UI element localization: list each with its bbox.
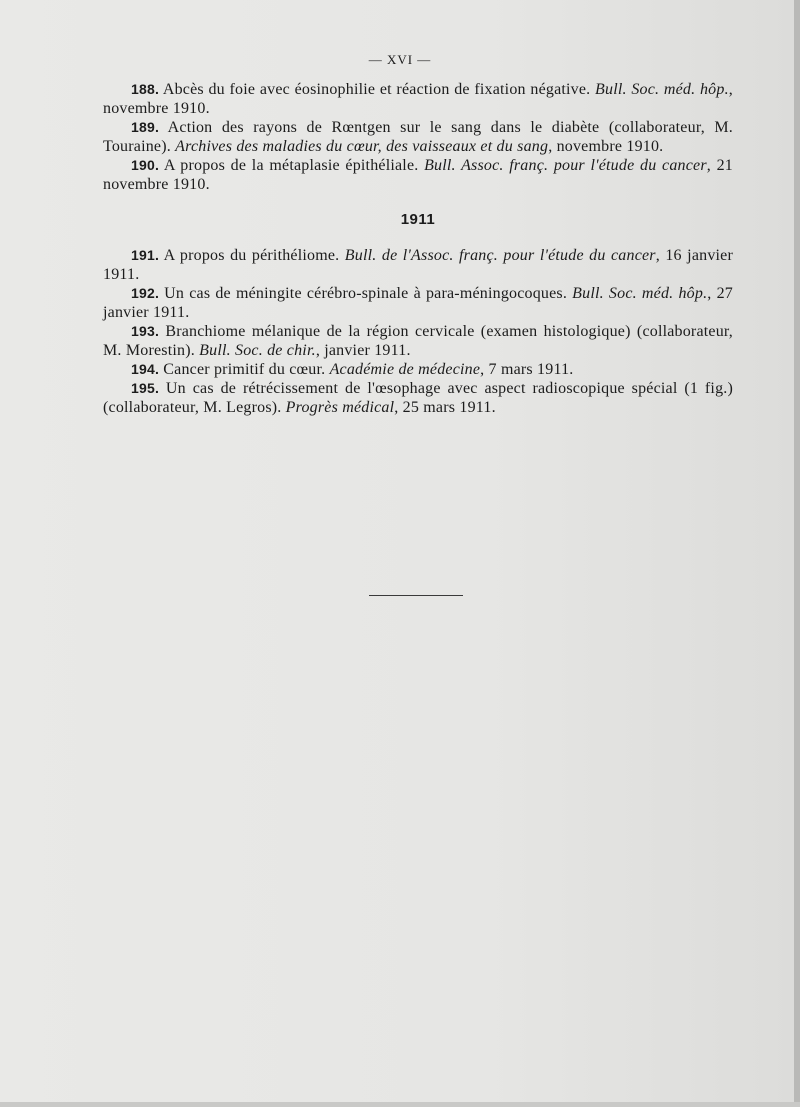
entries-1910	[103, 80, 733, 194]
entry-number: 189.	[131, 119, 160, 135]
year-heading: 1911	[400, 211, 436, 228]
entry-text: Abcès du foie avec éosinophilie et réaction de fixation négative.	[162, 81, 596, 98]
entry-text: , 27 janvier 1911.	[103, 285, 733, 321]
bibliography-entry	[103, 284, 733, 322]
entry-number: 191.	[131, 247, 160, 263]
entry-text: , janvier 1911.	[315, 342, 411, 359]
section-end-rule	[369, 595, 463, 596]
page-number-header: — XVI —	[368, 52, 432, 67]
entry-journal: Bull. Soc. méd. hôp.	[572, 285, 708, 302]
bibliography-entry	[103, 80, 733, 118]
entry-text: A propos de la métaplasie épithéliale.	[163, 157, 425, 174]
entry-text: Branchiome mélanique de la région cervicale (examen histologique) (collaborateur, M. Morestin).	[103, 323, 733, 359]
entry-text: , novembre 1910.	[103, 81, 733, 117]
bibliography-entry	[103, 322, 733, 360]
entry-number: 192.	[131, 285, 160, 301]
entry-number: 190.	[131, 157, 160, 173]
entry-text: , novembre 1910.	[548, 138, 664, 155]
entry-text: , 16 janvier 1911.	[103, 247, 733, 283]
entry-number: 193.	[131, 323, 160, 339]
entry-number: 195.	[131, 380, 160, 396]
bibliography-entry	[103, 118, 733, 156]
entry-text: , 25 mars 1911.	[394, 399, 496, 416]
entry-journal: Bull. de l'Assoc. franç. pour l'étude du cancer	[344, 247, 656, 264]
entry-text: Un cas de méningite cérébro-spinale à para-méningocoques.	[164, 285, 573, 302]
bibliography-entry	[103, 156, 733, 194]
entry-text: , 7 mars 1911.	[480, 361, 574, 378]
entry-journal: Académie de médecine	[329, 361, 481, 378]
page-bottom-edge	[0, 1102, 800, 1107]
entry-journal: Progrès médical	[285, 399, 395, 416]
entry-journal: Archives des maladies du cœur, des vaisseaux et du sang	[175, 138, 549, 155]
entry-journal: Bull. Soc. de chir.	[199, 342, 316, 359]
entry-text: A propos du périthéliome.	[163, 247, 345, 264]
entry-text: , 21 novembre 1910.	[103, 157, 733, 193]
bibliography-entry	[103, 379, 733, 417]
entry-text: Action des rayons de Rœntgen sur le sang dans le diabète (collaborateur, M. Touraine).	[103, 119, 733, 155]
entry-journal: Bull. Assoc. franç. pour l'étude du cancer	[424, 157, 707, 174]
entry-text: Cancer primitif du cœur.	[163, 361, 330, 378]
entry-number: 188.	[131, 81, 160, 97]
bibliography-entry	[103, 360, 733, 379]
entry-journal: Bull. Soc. méd. hôp.	[595, 81, 729, 98]
entry-text: Un cas de rétrécissement de l'œsophage avec aspect radioscopique spécial (1 fig.) (collaborateur, M. Legros).	[103, 380, 734, 416]
entry-number: 194.	[131, 361, 160, 377]
page-edge-shadow	[794, 0, 800, 1107]
bibliography-entry	[103, 246, 733, 284]
bibliography-body	[103, 80, 733, 417]
entries-1911	[103, 246, 733, 417]
